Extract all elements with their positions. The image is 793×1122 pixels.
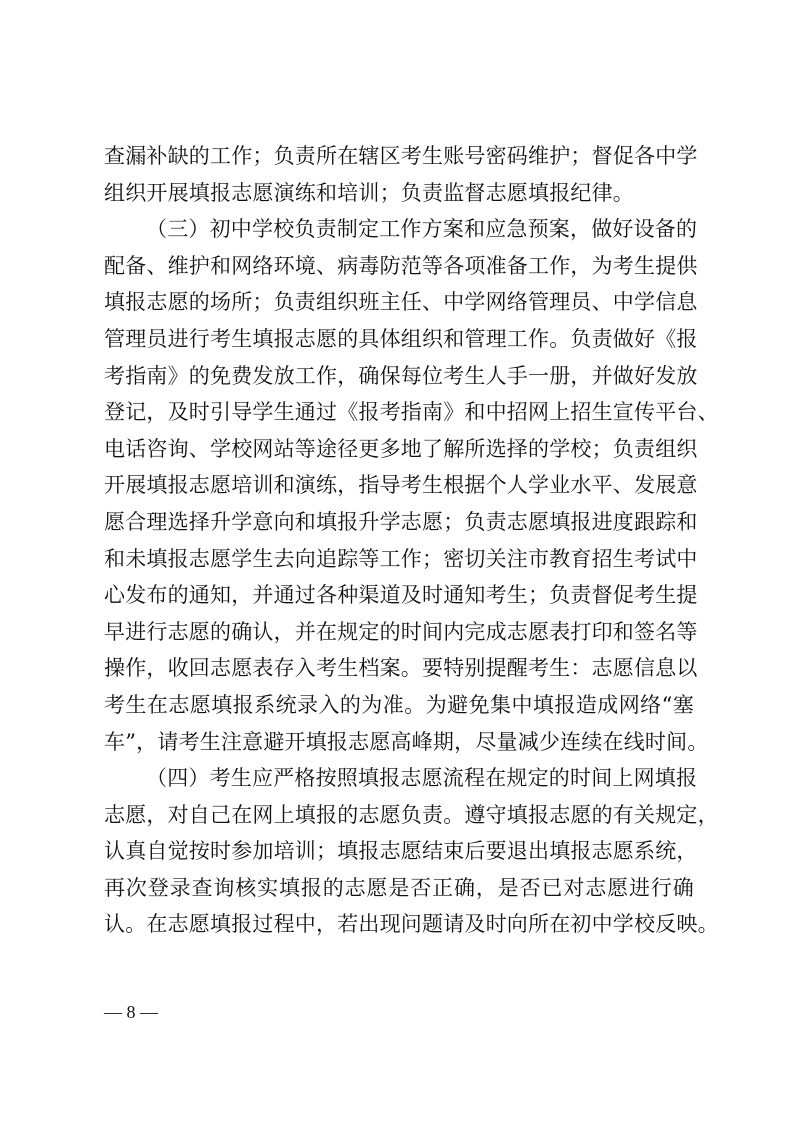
text-line: 考生在志愿填报系统录入的为准。为避免集中填报造成网络“塞: [104, 692, 694, 717]
text-line: 心发布的通知，并通过各种渠道及时通知考生；负责督促考生提: [104, 583, 698, 608]
text-line: 开展填报志愿培训和演练，指导考生根据个人学业水平、发展意: [104, 473, 698, 498]
body-text: [104, 138, 719, 943]
text-line: 组织开展填报志愿演练和培训；负责监督志愿填报纪律。: [104, 180, 634, 205]
page-number: — 8 —: [104, 1002, 158, 1022]
text-line: 考指南》的免费发放工作，确保每位考生人手一册，并做好发放: [104, 363, 698, 388]
text-line: 和未填报志愿学生去向追踪等工作；密切关注市教育招生考试中: [104, 546, 698, 571]
text-line: 早进行志愿的确认，并在规定的时间内完成志愿表打印和签名等: [104, 619, 698, 644]
text-line: 查漏补缺的工作；负责所在辖区考生账号密码维护；督促各中学: [104, 144, 698, 168]
text-line: 认真自觉按时参加培训；填报志愿结束后要退出填报志愿系统，: [104, 839, 698, 864]
text-line: 操作，收回志愿表存入考生档案。要特别提醒考生：志愿信息以: [104, 656, 698, 681]
text-line: 愿合理选择升学意向和填报升学志愿；负责志愿填报进度跟踪和: [104, 509, 698, 534]
text-line: 配备、维护和网络环境、病毒防范等各项准备工作，为考生提供: [104, 253, 698, 278]
text-line: 志愿，对自己在网上填报的志愿负责。遵守填报志愿的有关规定，: [104, 802, 719, 827]
text-line: 填报志愿的场所；负责组织班主任、中学网络管理员、中学信息: [104, 290, 698, 315]
text-line: 车”，请考生注意避开填报志愿高峰期，尽量减少连续在线时间。: [104, 729, 709, 754]
text-line: （三）初中学校负责制定工作方案和应急预案，做好设备的: [146, 217, 698, 242]
text-line: 登记，及时引导学生通过《报考指南》和中招网上招生宣传平台、: [104, 400, 719, 425]
text-line: 认。在志愿填报过程中，若出现问题请及时向所在初中学校反映。: [104, 912, 719, 937]
text-line: 管理员进行考生填报志愿的具体组织和管理工作。负责做好《报: [104, 326, 698, 351]
text-line: （四）考生应严格按照填报志愿流程在规定的时间上网填报: [146, 766, 698, 791]
text-line: 再次登录查询核实填报的志愿是否正确，是否已对志愿进行确: [104, 875, 694, 900]
text-line: 电话咨询、学校网站等途径更多地了解所选择的学校；负责组织: [104, 436, 698, 461]
